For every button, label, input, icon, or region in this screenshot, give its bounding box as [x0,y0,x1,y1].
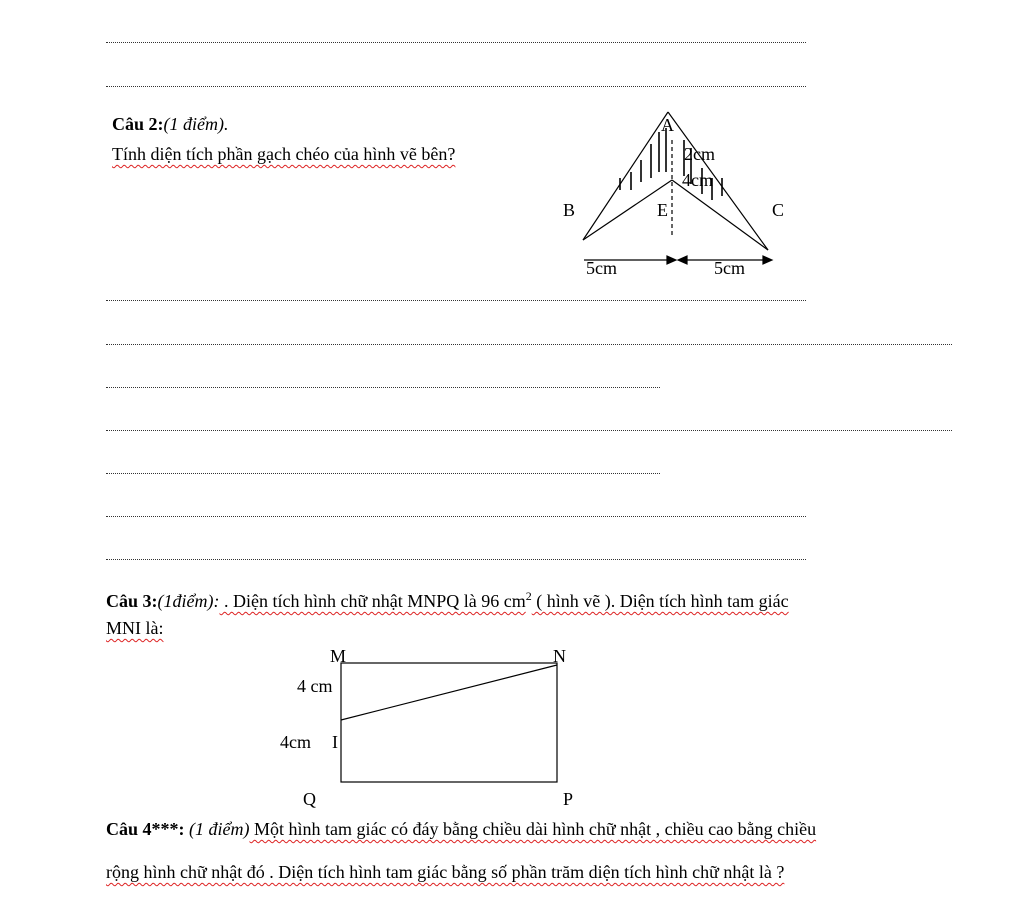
label-E: E [657,200,668,220]
label-4cm: 4cm [682,170,713,190]
label-5cm-right: 5cm [714,258,745,278]
label-I: I [332,732,338,752]
label-C: C [772,200,785,220]
label-B: B [563,200,576,220]
q3-points: (1điểm): [157,591,220,611]
q4-points: (1 điểm) [184,819,250,839]
label-M: M [330,646,347,666]
label-4cm-top: 4 cm [297,676,333,696]
label-4cm-bottom: 4cm [280,732,311,752]
q4-label: Câu 4***: [106,819,185,839]
segment-IN [341,665,557,720]
q3-superscript: 2 [525,589,532,603]
q4-text1: Một hình tam giác có đáy bằng chiều dài hình chữ nhật , chiều cao bằng chiều [249,819,817,839]
q4-line2: rộng hình chữ nhật đó . Diện tích hình tam giác bằng số phần trăm diện tích hình chữ nhật là ? [106,862,785,882]
label-P: P [563,789,574,809]
label-N: N [553,646,566,666]
q3-label: Câu 3: [106,591,158,611]
q3-text-post: ( hình vẽ ). Diện tích hình tam giác [531,591,789,611]
q2-label: Câu 2: [112,114,164,134]
q3-text-pre: . Diện tích hình chữ nhật MNPQ là 96 cm [219,591,526,611]
q2-points: (1 điểm). [163,114,229,134]
q2-question-text: Tính diện tích phần gạch chéo của hình vẽ bên? [112,144,456,164]
label-A: A [661,115,674,135]
label-Q: Q [303,789,316,809]
label-2cm: 2cm [684,144,715,164]
q4-line1 [106,820,816,838]
rectangle-MNPQ [341,663,557,782]
q3-line2: MNI là: [106,618,164,638]
label-5cm-left: 5cm [586,258,617,278]
